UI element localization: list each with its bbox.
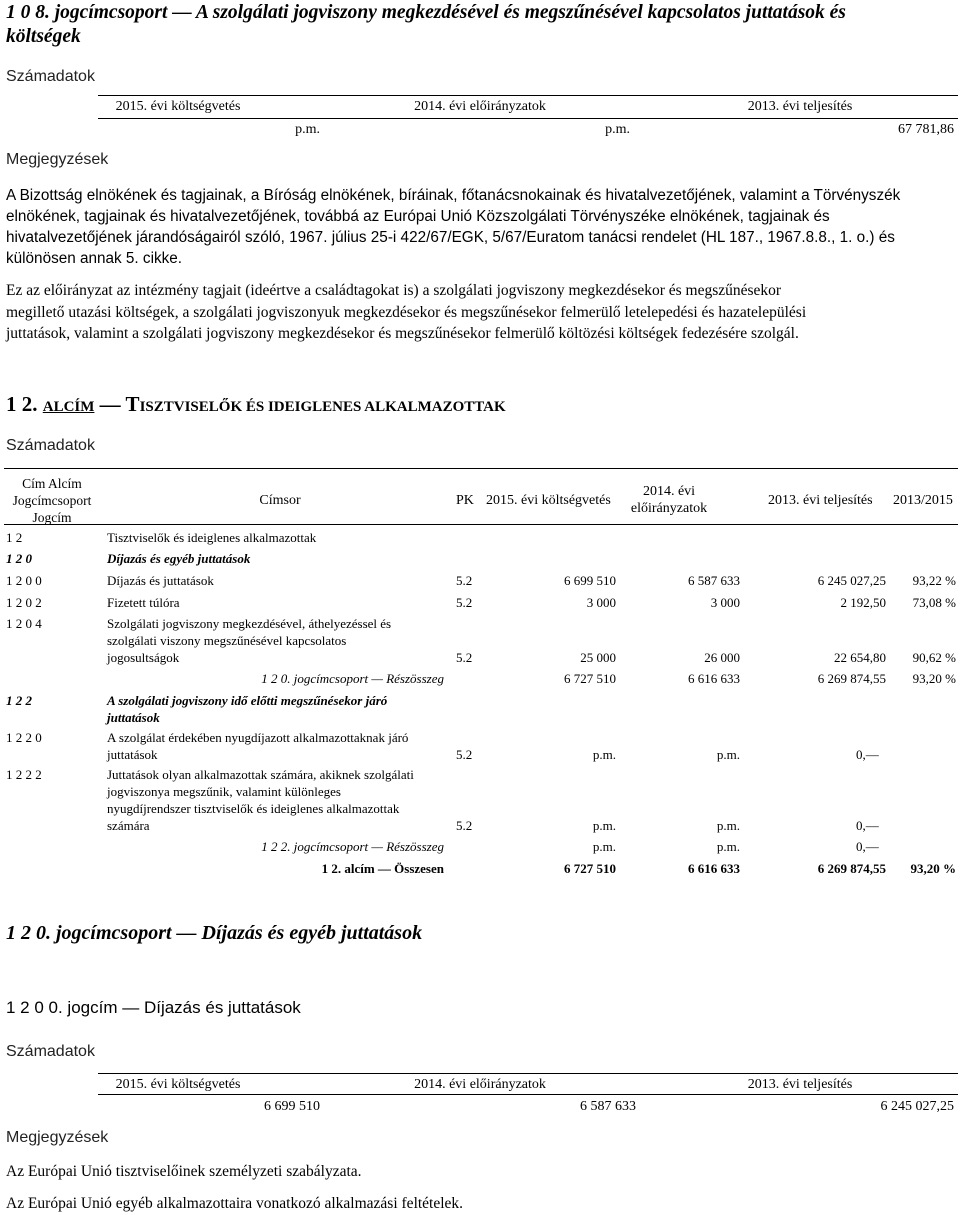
row-2014: 6 587 633 bbox=[688, 573, 740, 588]
row-ratio: 73,08 % bbox=[912, 595, 956, 610]
row-pk: 5.2 bbox=[456, 747, 473, 762]
row-2015: p.m. bbox=[592, 747, 616, 762]
row-pk: 5.2 bbox=[456, 573, 473, 588]
subtotal-2014: 6 616 633 bbox=[688, 671, 740, 686]
megjegyzesek-label-3: Megjegyzések bbox=[6, 1129, 109, 1146]
header-2014: 2014. évi előirányzatok bbox=[630, 484, 708, 516]
col-2014-header: 2014. évi előirányzatok bbox=[414, 99, 546, 114]
subtotal-2013: 0,— bbox=[856, 839, 879, 854]
legal-basis-line-2: Az Európai Unió egyéb alkalmazottaira vonatkozó alkalmazási feltételek. bbox=[6, 1195, 464, 1212]
col-2015-header: 2015. évi költségvetés bbox=[115, 99, 241, 114]
row-code: 1 2 2 2 bbox=[6, 767, 42, 782]
value-2013: 6 245 027,25 bbox=[880, 1099, 954, 1114]
header-ratio: 2013/2015 bbox=[893, 493, 953, 508]
col-2015-header: 2015. évi költségvetés bbox=[115, 1077, 241, 1092]
header-pk: PK bbox=[456, 493, 474, 508]
row-2015: p.m. bbox=[592, 818, 616, 833]
value-2015: 6 699 510 bbox=[264, 1099, 320, 1114]
row-code: 1 2 2 0 bbox=[6, 730, 42, 745]
total-2015: 6 727 510 bbox=[564, 861, 616, 876]
row-pk: 5.2 bbox=[456, 818, 473, 833]
header-codes: Cím Alcím Jogcímcsoport Jogcím bbox=[12, 476, 92, 525]
szamadatok-label: Számadatok bbox=[6, 68, 95, 85]
section-title-12: 1 2. ALCÍM — TISZTVISELŐK ÉS IDEIGLENES ALKALMAZOTTAK bbox=[6, 392, 506, 416]
subtotal-2015: p.m. bbox=[592, 839, 616, 854]
row-2015: 6 699 510 bbox=[564, 573, 616, 588]
szamadatok-label-3: Számadatok bbox=[6, 1043, 95, 1060]
row-pk: 5.2 bbox=[456, 650, 473, 665]
header-cimsor: Címsor bbox=[259, 493, 301, 508]
row-2014: p.m. bbox=[716, 747, 740, 762]
row-2013: 2 192,50 bbox=[840, 595, 886, 610]
col-2013-header: 2013. évi teljesítés bbox=[747, 1077, 853, 1092]
row-2015: 25 000 bbox=[580, 650, 616, 665]
value-2015: p.m. bbox=[295, 122, 320, 137]
row-code: 1 2 bbox=[6, 530, 23, 545]
total-2014: 6 616 633 bbox=[688, 861, 740, 876]
row-code: 1 2 2 bbox=[6, 693, 32, 708]
col-2013-header: 2013. évi teljesítés bbox=[747, 99, 853, 114]
row-2015: 3 000 bbox=[586, 595, 616, 610]
row-2014: 3 000 bbox=[710, 595, 740, 610]
row-ratio: 90,62 % bbox=[912, 650, 956, 665]
row-code: 1 2 0 0 bbox=[6, 573, 42, 588]
row-title: Tisztviselők és ideiglenes alkalmazottak bbox=[107, 530, 317, 545]
section-subtitle-1200: 1 2 0 0. jogcím — Díjazás és juttatások bbox=[6, 998, 301, 1017]
row-code: 1 2 0 2 bbox=[6, 595, 42, 610]
row-title: Díjazás és juttatások bbox=[107, 573, 214, 588]
remarks-paragraph-1: A Bizottság elnökének és tagjainak, a Bíróság elnökének, bíráinak, főtanácsnokainak és hivatalvezetőjének, valamint a Törvényszék elnökének, tagjainak és hivatalvezetőjének, továbbá az Európai Unió Közszolgálati Törvényszéke elnökének, tagjainak és hivatalvezetőjének járandóságairól szóló, 1967. július 25-i 422/67/EGK, 5/67/Euratom tanácsi rendelet (HL 187., 1967.8.8., 1. o.) és különösen annak 5. cikke. bbox=[6, 187, 901, 267]
row-2013: 22 654,80 bbox=[834, 650, 886, 665]
row-title: A szolgálati jogviszony idő előtti megszűnésekor járó juttatások bbox=[107, 693, 388, 725]
section-title-120: 1 2 0. jogcímcsoport — Díjazás és egyéb juttatások bbox=[6, 922, 423, 944]
row-title: Juttatások olyan alkalmazottak számára, akiknek szolgálati jogviszonya megszűnik, valamint különleges nyugdíjrendszer tisztviselők és ideiglenes alkalmazottak számára bbox=[107, 767, 414, 833]
row-2013: 0,— bbox=[856, 747, 879, 762]
megjegyzesek-label: Megjegyzések bbox=[6, 151, 109, 168]
row-title: Szolgálati jogviszony megkezdésével, áthelyezéssel és szolgálati viszony megszűnésével kapcsolatos jogosultságok bbox=[107, 616, 392, 665]
row-2013: 6 245 027,25 bbox=[817, 573, 886, 588]
szamadatok-label-2: Számadatok bbox=[6, 437, 95, 454]
subtotal-ratio: 93,20 % bbox=[912, 671, 956, 686]
section-title-108: 1 0 8. jogcímcsoport — A szolgálati jogviszony megkezdésével és megszűnésével kapcsolatos juttatások és költségek bbox=[6, 2, 846, 47]
row-title: Fizetett túlóra bbox=[107, 595, 180, 610]
value-2014: p.m. bbox=[605, 122, 630, 137]
row-title: Díjazás és egyéb juttatások bbox=[107, 551, 251, 566]
row-code: 1 2 0 4 bbox=[6, 616, 42, 631]
header-2015: 2015. évi költségvetés bbox=[486, 493, 611, 508]
total-2013: 6 269 874,55 bbox=[817, 861, 886, 876]
col-2014-header: 2014. évi előirányzatok bbox=[414, 1077, 546, 1092]
subtotal-2013: 6 269 874,55 bbox=[817, 671, 886, 686]
header-2013: 2013. évi teljesítés bbox=[768, 493, 873, 508]
legal-basis-line-1: Az Európai Unió tisztviselőinek személyzeti szabályzata. bbox=[6, 1163, 362, 1180]
subtotal-label: 1 2 2. jogcímcsoport — Részösszeg bbox=[261, 839, 444, 854]
row-code: 1 2 0 bbox=[6, 551, 32, 566]
row-2014: 26 000 bbox=[704, 650, 740, 665]
subtotal-2014: p.m. bbox=[716, 839, 740, 854]
row-2013: 0,— bbox=[856, 818, 879, 833]
remarks-paragraph-2: Ez az előirányzat az intézmény tagjait (ideértve a családtagokat is) a szolgálati jogviszony megkezdésekor és megszűnésekor megillető utazási költségek, a szolgálati jogviszonyuk megkezdésekor és megszűnésekor felmerülő letelepedési és hazatelepülési juttatások, valamint a szolgálati jogviszony megkezdésekor és megszűnésekor felmerülő költözési költségek fedezésére szolgál. bbox=[6, 282, 807, 342]
subtotal-label: 1 2 0. jogcímcsoport — Részösszeg bbox=[261, 671, 444, 686]
subtotal-2015: 6 727 510 bbox=[564, 671, 616, 686]
row-pk: 5.2 bbox=[456, 595, 473, 610]
value-2014: 6 587 633 bbox=[580, 1099, 636, 1114]
total-ratio: 93,20 % bbox=[910, 861, 956, 876]
value-2013: 67 781,86 bbox=[898, 122, 954, 137]
total-label: 1 2. alcím — Összesen bbox=[321, 861, 444, 876]
row-ratio: 93,22 % bbox=[912, 573, 956, 588]
row-2014: p.m. bbox=[716, 818, 740, 833]
row-title: A szolgálat érdekében nyugdíjazott alkalmazottaknak járó juttatások bbox=[107, 730, 409, 762]
